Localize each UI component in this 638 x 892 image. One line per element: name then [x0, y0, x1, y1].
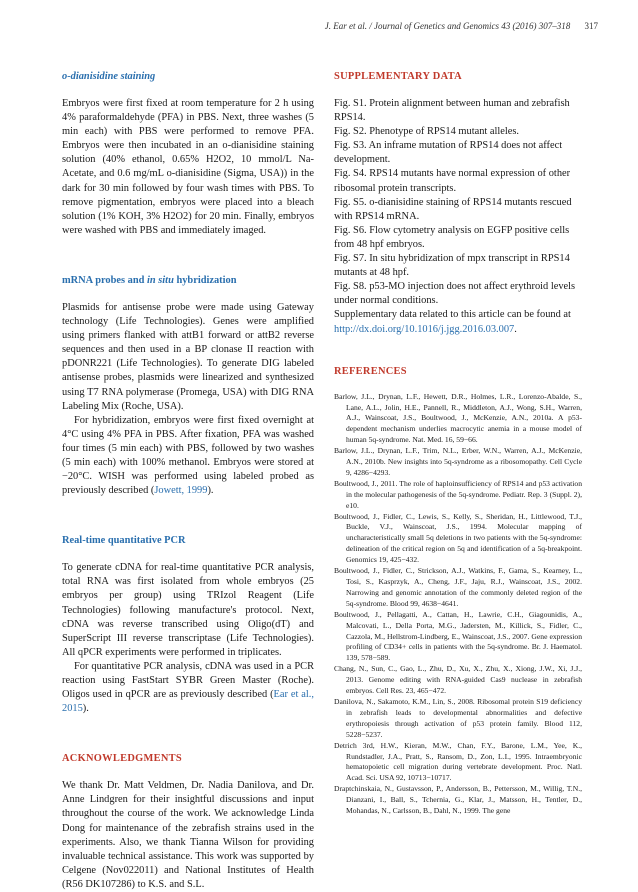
supplementary-figure-list: [334, 97, 582, 337]
reference-item: Chang, N., Sun, C., Gao, L., Zhu, D., Xu, X., Zhu, X., Xiong, J.W., Xi, J.J., 2013. Genome editing with RNA-guided Cas9 nuclease in zebrafish embryos. Cell Res. 23, 465−472.: [334, 664, 582, 696]
reference-item: Boultwood, J., Fidler, C., Strickson, A.J., Watkins, F., Gama, S., Kearney, L., Tosi, S., Kasprzyk, A., Cheng, J.F., Jaju, R.J., Wainscoat, J.S., 2002. Narrowing and genomic annotation of the commonly deleted region of the 5q-syndrome. Blood 99, 4638−4641.: [334, 566, 582, 608]
paragraph-qpcr: For quantitative PCR analysis, cDNA was used in a PCR reaction using FastStart SYBR Green Master (Roche). Oligos used in qPCR are as previously described (Ear et al., 2015).: [62, 660, 315, 715]
reference-item: Detrich 3rd, H.W., Kieran, M.W., Chan, F.Y., Barone, L.M., Yee, K., Rundstadler, J.A., Pratt, S., Ransom, D., Zon, L.I., 1995. Intraembryonic hematopoietic cell migration during vertebrate development. Proc. Natl. Acad. Sci. USA 92, 10713−10717.: [334, 740, 582, 783]
supp-fig-s4: Fig. S4. RPS14 mutants have normal expression of other ribosomal protein transcripts.: [334, 168, 571, 194]
supp-fig-s3: Fig. S3. An inframe mutation of RPS14 does not affect development.: [334, 140, 563, 166]
paragraph-plasmids: Plasmids for antisense probe were made using Gateway technology (Life Technologies). Genes were amplified using primers flanked with attB1 forward or attB2 reverse sequences and then used in a BP clonase II reaction with pDONR221 (Life Technologies). To generate DIG labeled antisense probes, plasmids were linearized and synthesized using T7 RNA polymerase (Promega, USA) with DIG RNA Labeling Mix (Roche, USA).: [62, 301, 314, 412]
supplementary-data-note: Supplementary data related to this article can be found at http://dx.doi.org/10.1016/j.jgg.2016.03.007.: [334, 309, 571, 335]
doi-link[interactable]: http://dx.doi.org/10.1016/j.jgg.2016.03.007: [334, 323, 515, 335]
section-title-acknowledgments: ACKNOWLEDGMENTS: [62, 753, 182, 765]
reference-item: Boultwood, J., Fidler, C., Lewis, S., Kelly, S., Sheridan, H., Littlewood, T.J., Buckle, V.J., Wainscoat, J.S., 1994. Molecular mapping of uncharacteristically small 5q deletions in two patients with the 5q-syndrome: delineation of the critical region on 5q and identification of a 5q-breakpoint. Genomics 19, 425−432.: [334, 511, 582, 565]
paragraph-cdna: To generate cDNA for real-time quantitative PCR analysis, total RNA was first isolated from whole embryos (25 embryos per group) using TRIzol Reagent (Life Technologies) following manufacture's protocol. Next, cDNA was reverse transcribed using Oligo(dT) and SuperScript III reverse transcriptase (Life Technologies). All qPCR experiments were performed in triplicates.: [62, 562, 314, 658]
supp-fig-s6: Fig. S6. Flow cytometry analysis on EGFP positive cells from 48 hpf embryos.: [334, 224, 570, 250]
reference-item: Boultwood, J., Pellagatti, A., Cattan, H., Lawrie, C.H., Giagounidis, A., Malcovati, L., Della Porta, M.G., Jadersten, M., Killick, S., Fidler, C., Cazzola, M., Hellstrom-Lindberg, E., Wainscoat, J.S., 2007. Gene expression profiling of CD34+ cells in patients with the 5q-syndrome. Br. J. Haematol. 139, 578−589.: [334, 609, 582, 663]
right-column: [334, 70, 582, 817]
left-column: [62, 70, 314, 892]
supp-fig-s7: Fig. S7. In situ hybridization of mpx transcript in RPS14 mutants at 48 hpf.: [334, 253, 570, 279]
section-title-qpcr: Real-time quantitative PCR: [62, 535, 186, 547]
paragraph-dianisidine: Embryos were first fixed at room temperature for 2 h using 4% paraformaldehyde (PFA) in PBS. Next, three washes (5 min each) with PBS were performed to remove PFA. Embryos were then incubated in an o-dianisidine staining solution (40% ethanol, 0.65% H2O2, 10 mmol/L Na-Acetate, and 0.6 mg/mL o-dianisidine (Sigma, USA)) in the dark for 30 min followed by four wash times with PBS. To remove pigmentation, embryos were placed into a bleach solution (1% KOH, 3% H2O2) for 20 min. Finally, embryos were washed with PBS and immediately imaged.: [62, 98, 314, 236]
section-title-references: REFERENCES: [334, 365, 407, 377]
page-number: 317: [584, 21, 598, 31]
supp-fig-s5: Fig. S5. o-dianisidine staining of RPS14 mutants rescued with RPS14 mRNA.: [334, 196, 572, 222]
supp-fig-s1: Fig. S1. Protein alignment between human and zebrafish RPS14.: [334, 98, 570, 124]
section-title-mrna-probes: mRNA probes and in situ hybridization: [62, 274, 237, 286]
reference-item: Draptchinskaia, N., Gustavsson, P., Andersson, B., Pettersson, M., Willig, T.N., Dianzani, I., Ball, S., Tchernia, G., Klar, J., Matsson, H., Tentler, D., Mohandas, N., Carlsson, B., Dahl, N., 1999. The gene: [334, 784, 582, 816]
reference-list: [334, 392, 582, 817]
citation-link-ear[interactable]: Ear et al., 2015: [62, 689, 315, 715]
section-title-dianisidine: o-dianisidine staining: [62, 71, 156, 82]
section-title-supplementary: SUPPLEMENTARY DATA: [334, 71, 462, 82]
journal-citation: J. Ear et al. / Journal of Genetics and Genomics 43 (2016) 307–318: [324, 21, 571, 31]
running-header: [40, 21, 598, 31]
reference-item: Barlow, J.L., Drynan, L.F., Trim, N.L., Erber, W.N., Warren, A.J., McKenzie, A.N., 2010b. New insights into 5q-syndrome as a ribosomopathy. Cell Cycle 9, 4286−4293.: [334, 446, 582, 477]
reference-item: Boultwood, J., 2011. The role of haploinsufficiency of RPS14 and p53 activation in the molecular pathogenesis of the 5q-syndrome. Pediatr. Rep. 3 (Suppl. 2), e10.: [334, 478, 582, 510]
citation-link-jowett[interactable]: Jowett, 1999: [154, 485, 208, 497]
paragraph-acknowledgments: We thank Dr. Matt Veldmen, Dr. Nadia Danilova, and Dr. Anne Lindgren for their insightful discussions and input throughout the course of the work. We acknowledge Linda Dong for maintenance of the zebrafish strains used in the experiments. Also, we thank Tianna Wilson for providing invaluable technical assistance. This work was supported by Celgene (Nov022011) and National Institutes of Health (R56 DK107286) to K.S. and S.L.: [62, 780, 314, 890]
paragraph-hybridization: For hybridization, embryos were first fixed overnight at 4°C using 4% PFA in PBS. After fixation, PFA was washed four times (5 min each) with PBS, followed by two washes (5 min each) with 100% methanol. Embryos were stored at −20°C. WISH was performed using labeled probed as previously described (Jowett, 1999).: [62, 414, 314, 497]
reference-item: Barlow, J.L., Drynan, L.F., Hewett, D.R., Holmes, L.R., Lorenzo-Abalde, S., Lane, A.L., Jolin, H.E., Pannell, R., Middleton, A.J., Wong, S.H., Warren, A.J., Wainscoat, J.S., Boultwood, J., McKenzie, A.N., 2010a. A p53-dependent mechanism underlies macrocytic anemia in a mouse model of human 5q-syndrome. Nat. Med. 16, 59−66.: [334, 391, 582, 445]
supp-fig-s2: Fig. S2. Phenotype of RPS14 mutant alleles.: [334, 126, 520, 138]
supp-fig-s8: Fig. S8. p53-MO injection does not affect erythroid levels under normal conditions.: [334, 281, 576, 307]
reference-item: Danilova, N., Sakamoto, K.M., Lin, S., 2008. Ribosomal protein S19 deficiency in zebrafish leads to developmental abnormalities and defective erythropoiesis through activation of p53 protein family. Blood 112, 5228−5237.: [334, 696, 582, 739]
